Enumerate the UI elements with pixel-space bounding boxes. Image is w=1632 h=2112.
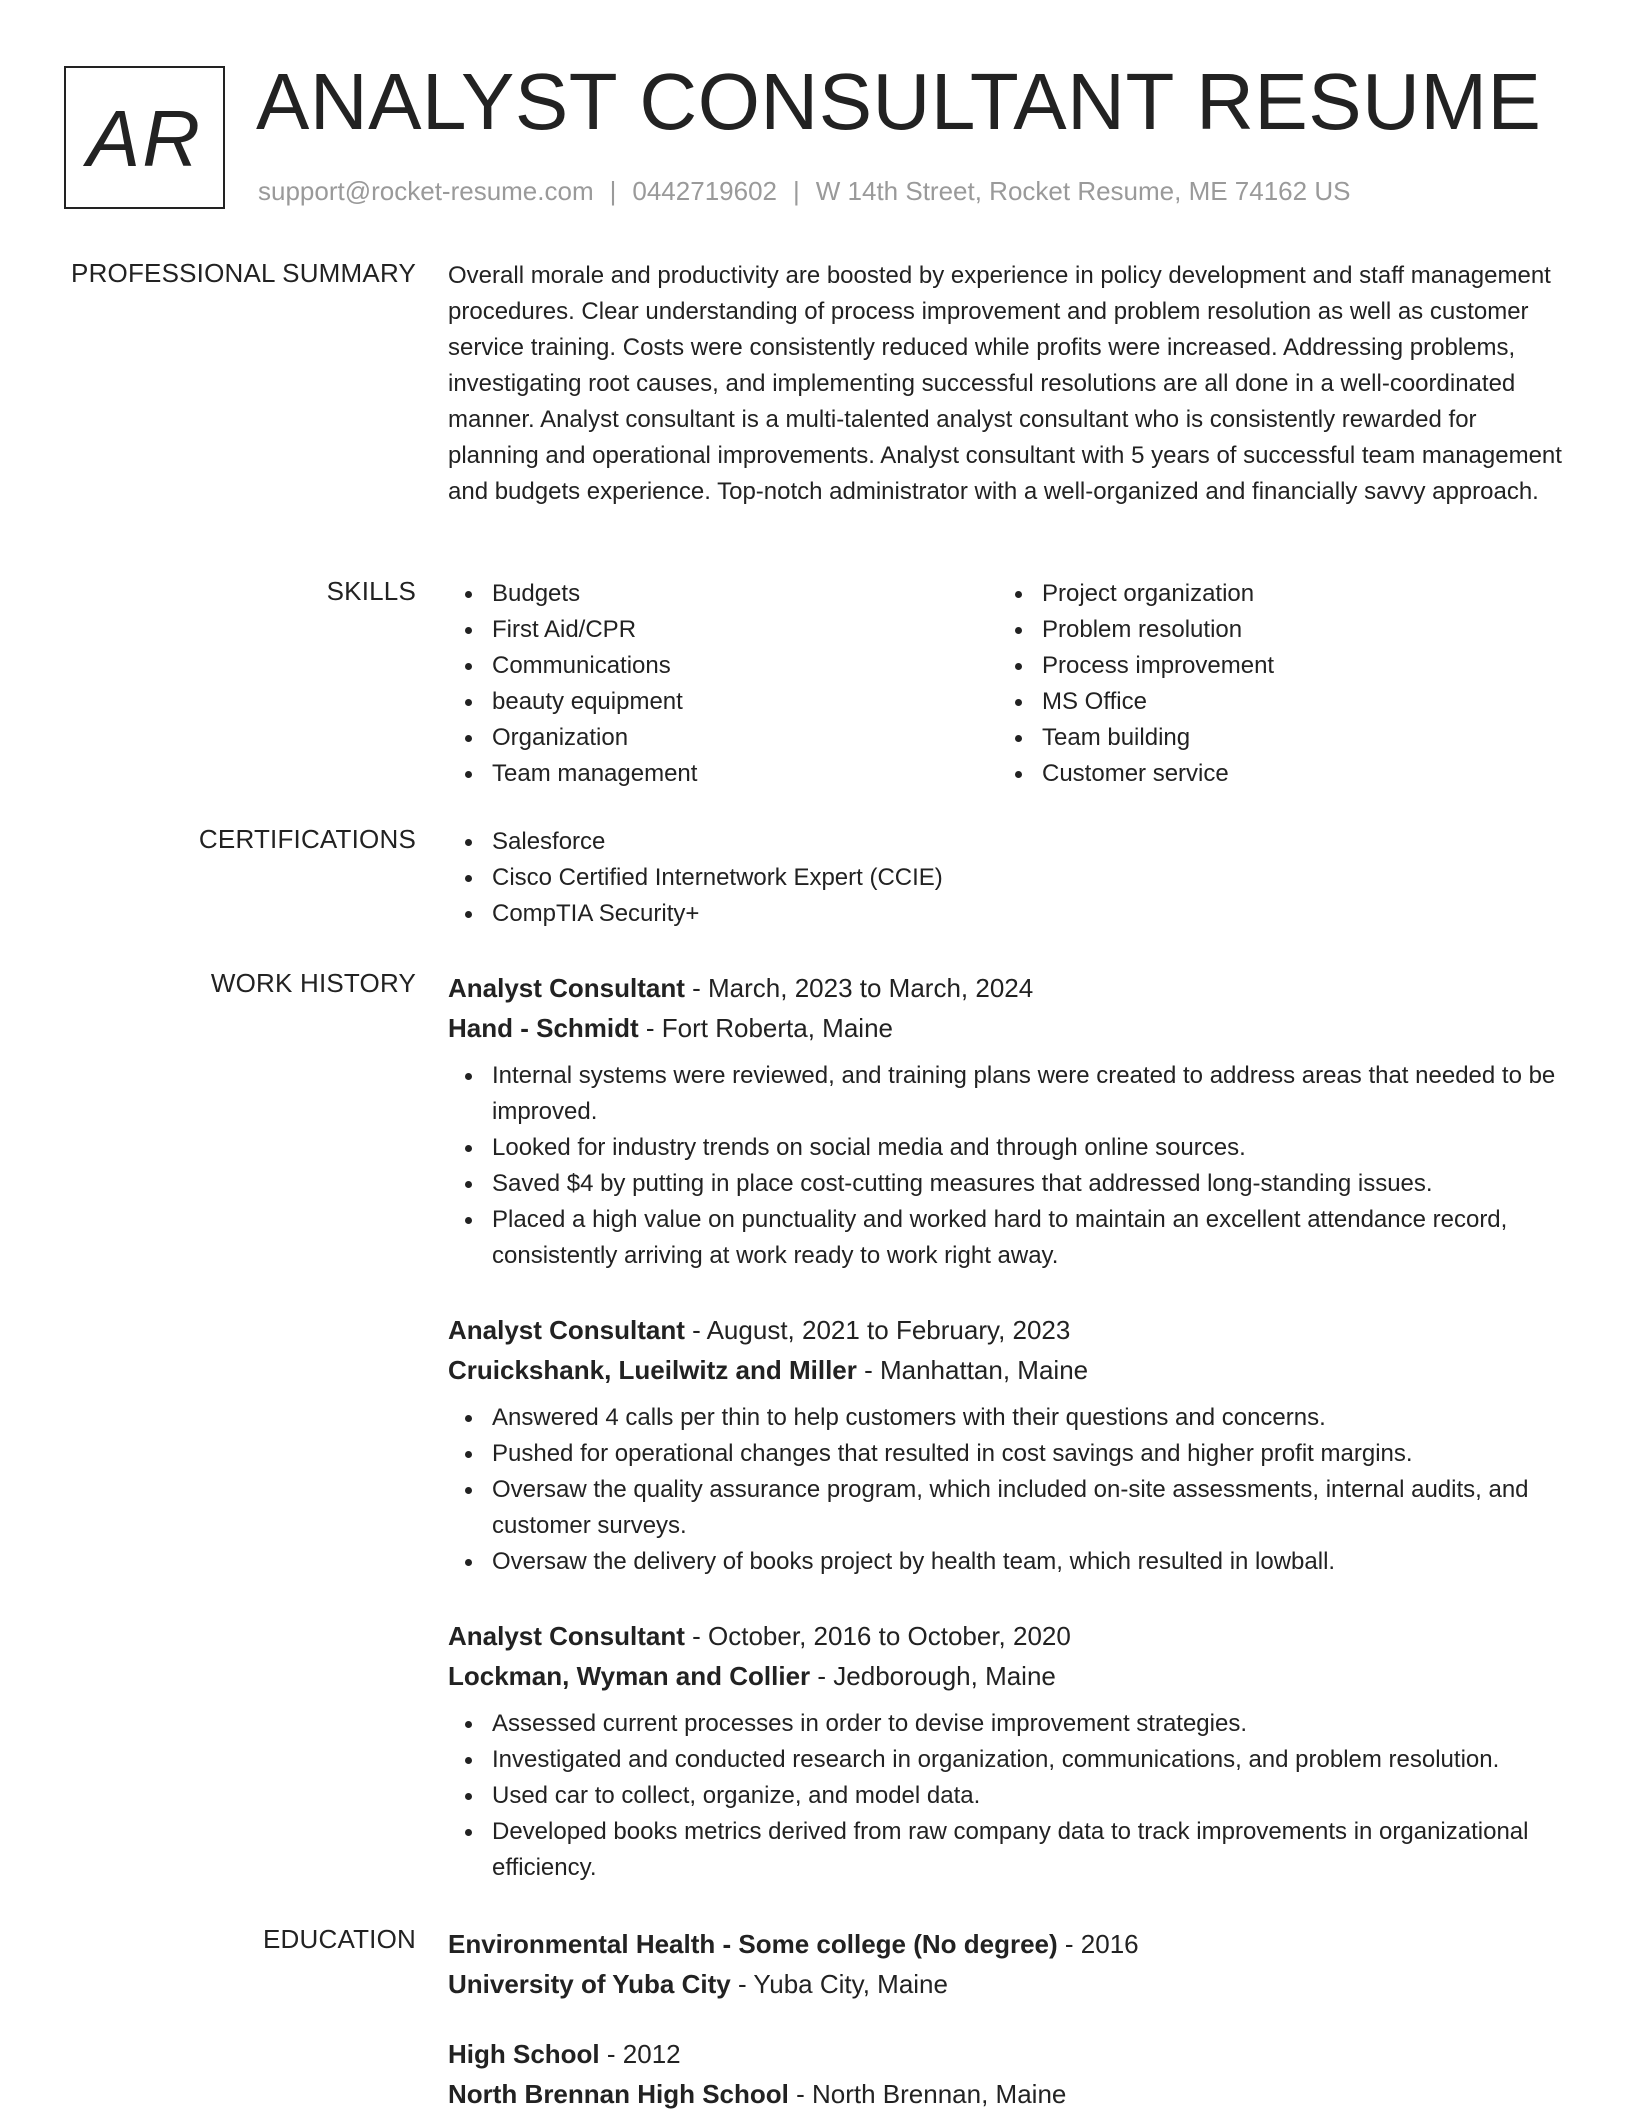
job-duty: Oversaw the quality assurance program, which included on-site assessments, internal audits, and customer surveys. [448, 1472, 1568, 1544]
certifications-heading: CERTIFICATIONS [198, 824, 416, 854]
contact-address: W 14th Street, Rocket Resume, ME 74162 US [815, 176, 1351, 206]
job-duties [448, 1058, 1568, 1274]
job-duty: Saved $4 by putting in place cost-cutting measures that addressed long-standing issues. [448, 1166, 1568, 1202]
education-location: - Yuba City, Maine [730, 1969, 948, 1999]
job-company: Cruickshank, Lueilwitz and Miller [448, 1355, 857, 1385]
education-school: North Brennan High School [448, 2079, 789, 2109]
job-entry [448, 1310, 1568, 1580]
education-degree-line [448, 1924, 1568, 1964]
job-dates: - March, 2023 to March, 2024 [684, 973, 1034, 1003]
job-company: Lockman, Wyman and Collier [448, 1661, 811, 1691]
skill-item: beauty equipment [448, 684, 998, 720]
job-company: Hand - Schmidt [448, 1013, 639, 1043]
skills-list-right [998, 576, 1548, 792]
job-entry [448, 968, 1568, 1274]
skills-list-left [448, 576, 998, 792]
certification-item: CompTIA Security+ [448, 896, 1568, 932]
monogram-logo: AR [64, 66, 225, 209]
skill-item: Communications [448, 648, 998, 684]
job-location: - Manhattan, Maine [856, 1355, 1089, 1385]
certifications-list [448, 824, 1568, 932]
job-title: Analyst Consultant [448, 1315, 685, 1345]
certifications-body [448, 824, 1568, 932]
job-company-line [448, 1350, 1568, 1390]
job-title: Analyst Consultant [448, 1621, 685, 1651]
job-duties [448, 1706, 1568, 1886]
job-duty: Investigated and conducted research in organization, communications, and problem resolution. [448, 1742, 1568, 1778]
job-dates: - August, 2021 to February, 2023 [684, 1315, 1071, 1345]
education-location: - North Brennan, Maine [788, 2079, 1067, 2109]
job-duty: Placed a high value on punctuality and worked hard to maintain an excellent attendance record, consistently arriving at work ready to work right away. [448, 1202, 1568, 1274]
skill-item: Team building [998, 720, 1548, 756]
job-duty: Assessed current processes in order to devise improvement strategies. [448, 1706, 1568, 1742]
skill-item: Budgets [448, 576, 998, 612]
education-school-line [448, 2074, 1568, 2112]
job-duty: Developed books metrics derived from raw company data to track improvements in organizational efficiency. [448, 1814, 1568, 1886]
job-title-line [448, 968, 1568, 1008]
contact-separator: | [793, 176, 800, 206]
job-location: - Fort Roberta, Maine [638, 1013, 893, 1043]
education-entry [448, 1924, 1568, 2004]
job-location: - Jedborough, Maine [810, 1661, 1056, 1691]
certification-item: Salesforce [448, 824, 1568, 860]
summary-text: Overall morale and productivity are boosted by experience in policy development and staff management procedures. Clear understanding of process improvement and problem resolution as well as customer service training. Costs were consistently reduced while profits were increased. Addressing problems, investigating root causes, and implementing successful resolutions are all done in a well-coordinated manner. Analyst consultant is a multi-talented analyst consultant who is consistently rewarded for planning and operational improvements. Analyst consultant with 5 years of successful team management and budgets experience. Top-notch administrator with a well-organized and financially savvy approach. [448, 262, 1562, 505]
skill-item: Organization [448, 720, 998, 756]
education-entry [448, 2034, 1568, 2112]
skills-body [448, 576, 1568, 792]
job-company-line [448, 1656, 1568, 1696]
skills-heading: SKILLS [326, 576, 416, 606]
education-year: - 2016 [1057, 1929, 1139, 1959]
resume-title: ANALYST CONSULTANT RESUME [256, 57, 1542, 146]
certification-item: Cisco Certified Internetwork Expert (CCIE) [448, 860, 1568, 896]
education-school: University of Yuba City [448, 1969, 731, 1999]
skill-item: MS Office [998, 684, 1548, 720]
job-title-line [448, 1310, 1568, 1350]
summary-heading: PROFESSIONAL SUMMARY [71, 258, 416, 288]
job-duty: Looked for industry trends on social media and through online sources. [448, 1130, 1568, 1166]
skill-item: Team management [448, 756, 998, 792]
education-heading: EDUCATION [263, 1924, 416, 1954]
skill-item: Process improvement [998, 648, 1548, 684]
contact-phone: 0442719602 [632, 176, 777, 206]
skill-item: Customer service [998, 756, 1548, 792]
education-school-line [448, 1964, 1568, 2004]
education-degree: Environmental Health - Some college (No degree) [448, 1929, 1058, 1959]
education-year: - 2012 [599, 2039, 681, 2069]
job-duty: Oversaw the delivery of books project by health team, which resulted in lowball. [448, 1544, 1568, 1580]
education-degree: High School [448, 2039, 600, 2069]
work-history-heading: WORK HISTORY [210, 968, 416, 998]
summary-body [448, 258, 1568, 510]
contact-separator: | [609, 176, 617, 206]
job-dates: - October, 2016 to October, 2020 [684, 1621, 1071, 1651]
job-title-line [448, 1616, 1568, 1656]
skill-item: Project organization [998, 576, 1548, 612]
skill-item: Problem resolution [998, 612, 1548, 648]
job-title: Analyst Consultant [448, 973, 685, 1003]
contact-line [258, 176, 1350, 207]
job-duty: Answered 4 calls per thin to help customers with their questions and concerns. [448, 1400, 1568, 1436]
job-entry [448, 1616, 1568, 1886]
education-degree-line [448, 2034, 1568, 2074]
job-company-line [448, 1008, 1568, 1048]
job-duty: Internal systems were reviewed, and training plans were created to address areas that needed to be improved. [448, 1058, 1568, 1130]
job-duty: Pushed for operational changes that resulted in cost savings and higher profit margins. [448, 1436, 1568, 1472]
skill-item: First Aid/CPR [448, 612, 998, 648]
contact-email: support@rocket-resume.com [258, 176, 594, 206]
job-duties [448, 1400, 1568, 1580]
job-duty: Used car to collect, organize, and model data. [448, 1778, 1568, 1814]
